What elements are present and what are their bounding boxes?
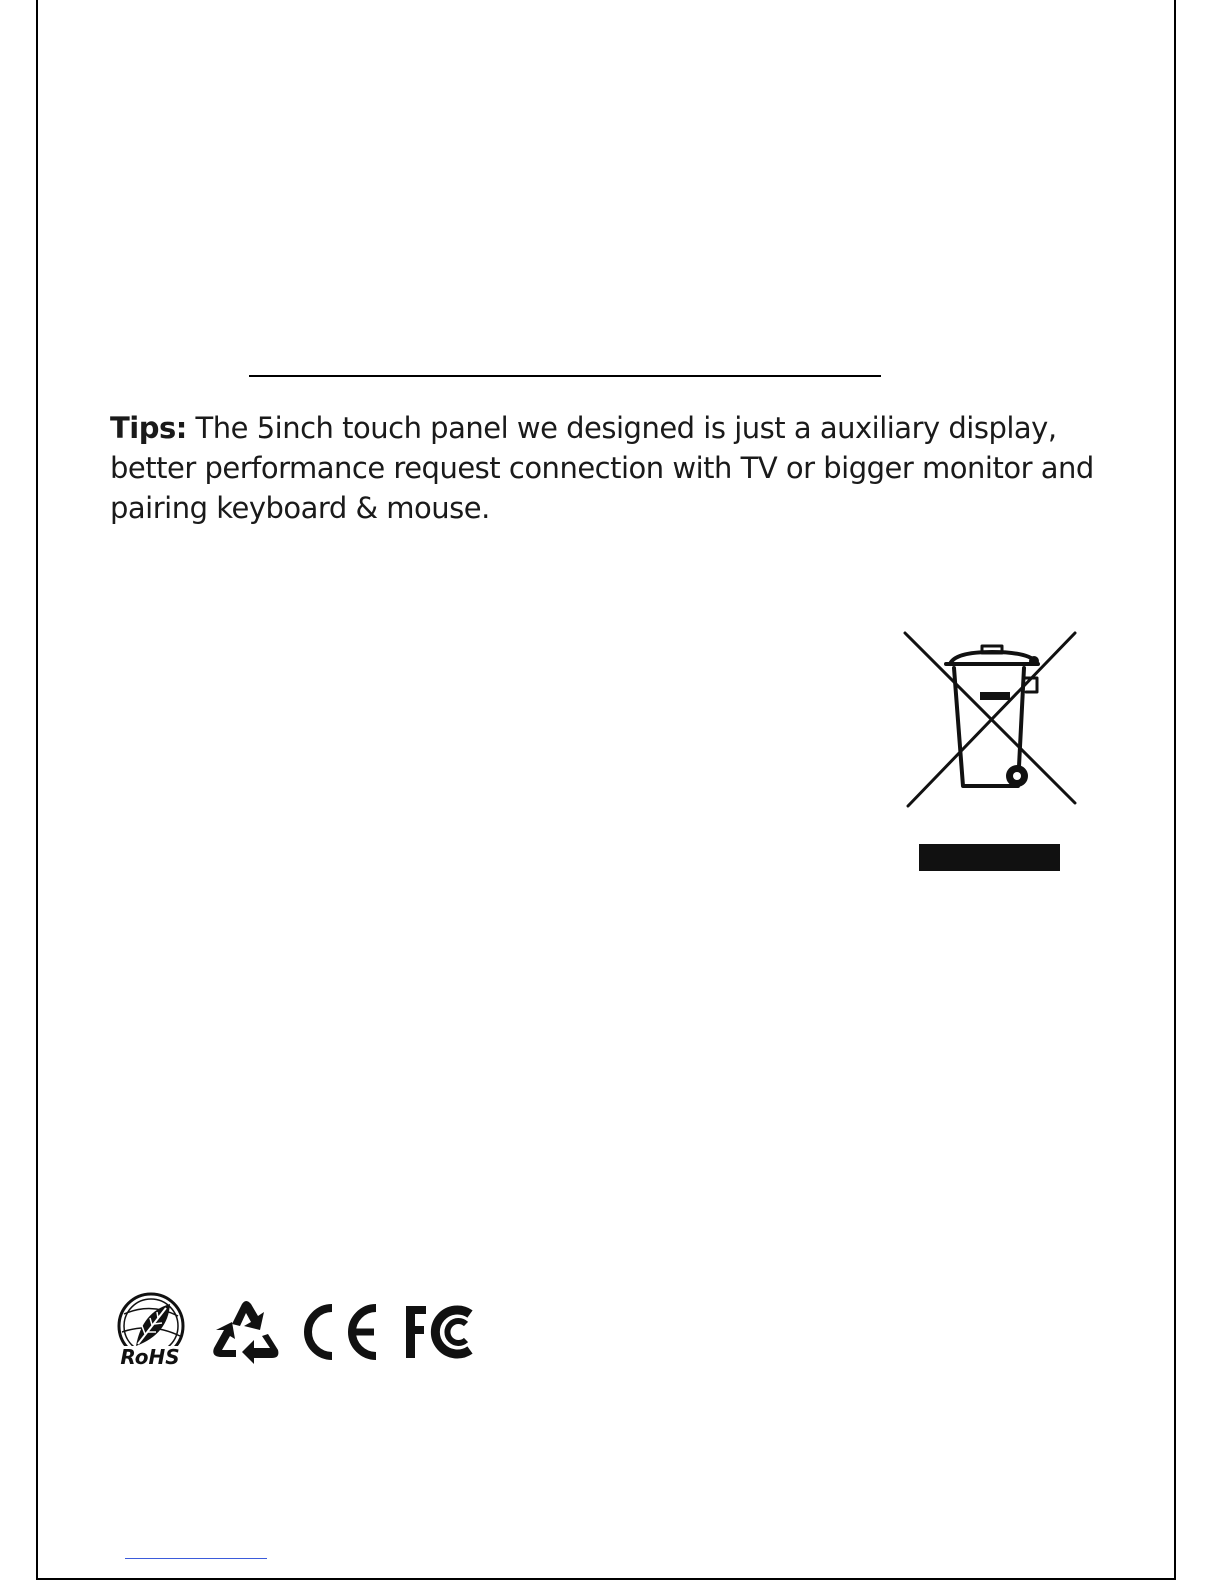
rohs-text: RoHS <box>120 1345 180 1368</box>
tips-paragraph <box>110 408 1100 528</box>
certification-logos <box>112 1292 492 1370</box>
fcc-mark-icon <box>404 1304 482 1360</box>
recycle-icon <box>210 1296 282 1364</box>
tips-label: Tips: <box>110 411 187 445</box>
horizontal-rule <box>249 375 881 377</box>
bottom-underline <box>125 1558 267 1559</box>
ce-mark-icon <box>304 1304 382 1360</box>
rohs-icon <box>112 1292 188 1368</box>
weee-bin-icon <box>900 628 1080 878</box>
tips-text: The 5inch touch panel we designed is just a auxiliary display, better performance request connection with TV or bigger monitor and pairing keyboard & mouse. <box>110 411 1094 525</box>
